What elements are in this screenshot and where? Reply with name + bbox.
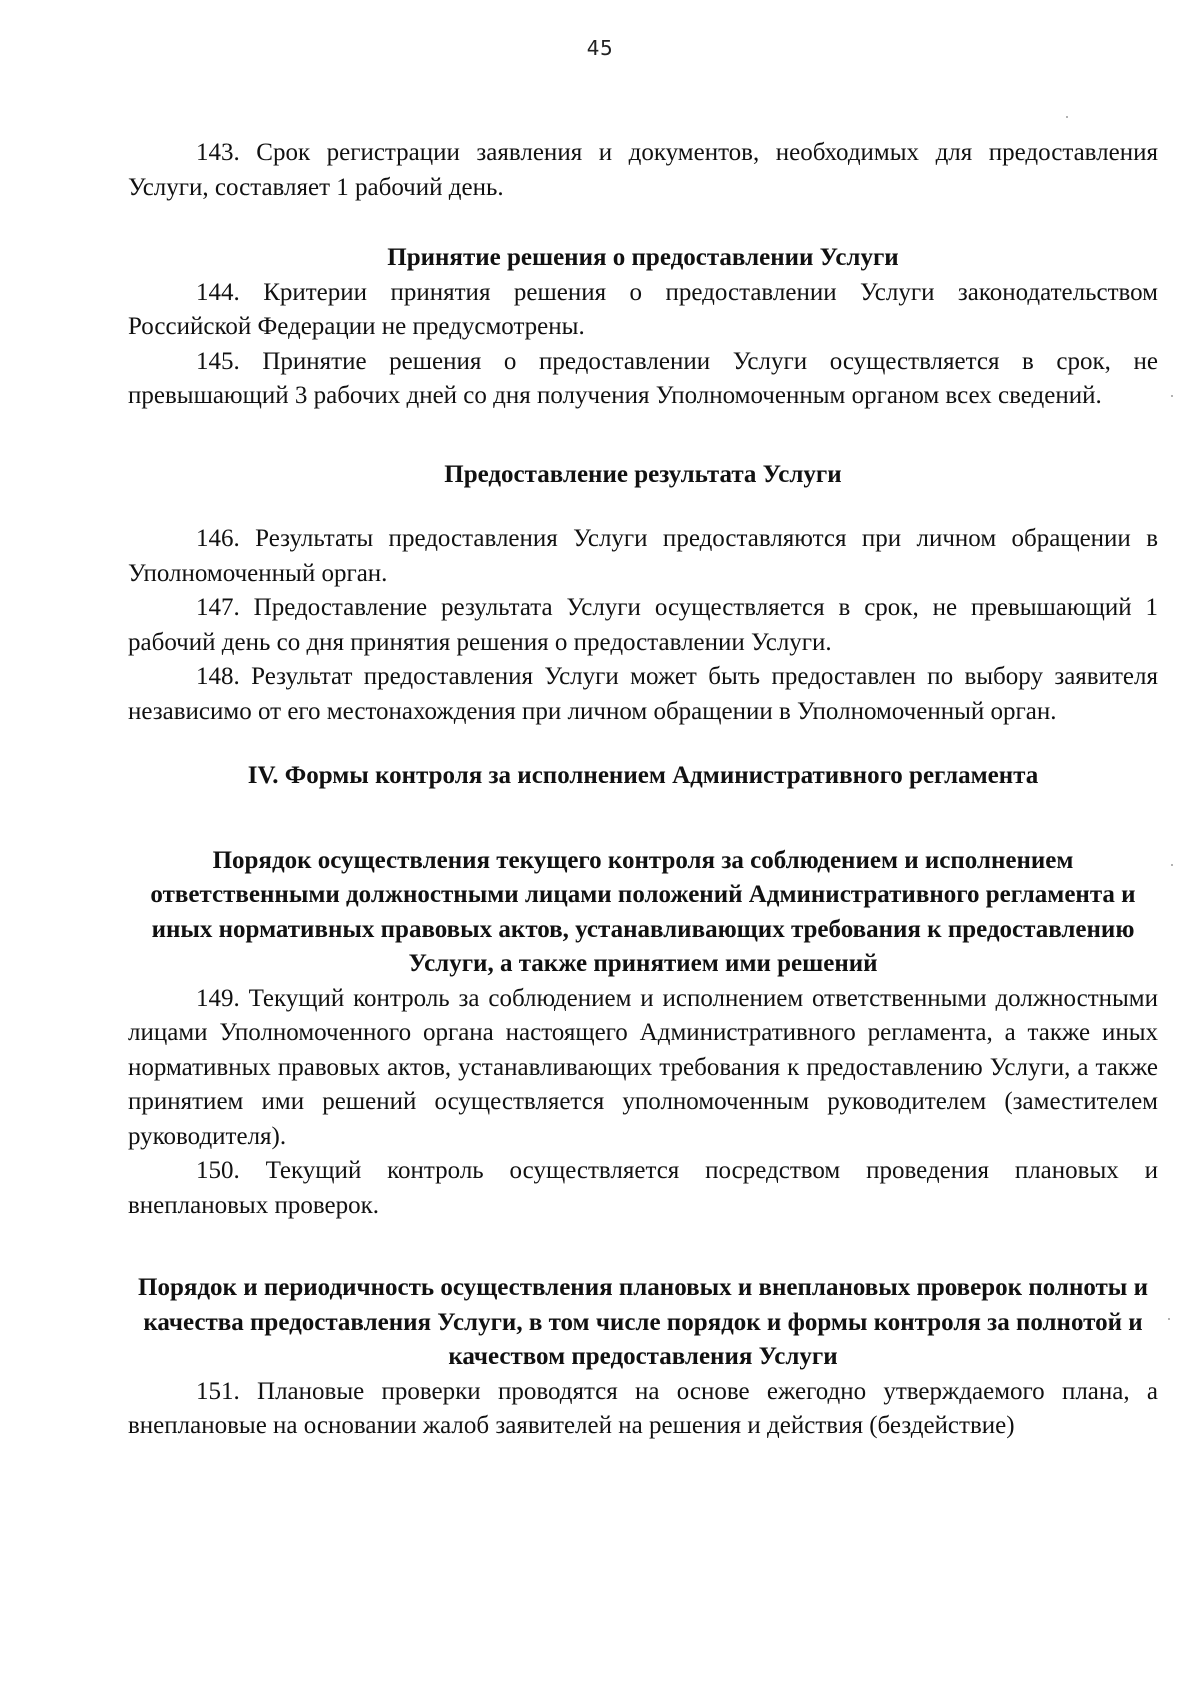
paragraph-146: 146. Результаты предоставления Услуги предоставляются при личном обращении в Уполномоченный орган. [128,525,1158,587]
paragraph-149: 149. Текущий контроль за соблюдением и исполнением ответственными должностными лицами Уполномоченного органа настоящего Административного регламента, а также иных нормативных правовых актов, устанавливающих требования к предоставлению Услуги, а также принятием ими решений осуществляется уполномоченным руководителем (заместителем руководителя). [128,984,1158,1150]
paragraph-148: 148. Результат предоставления Услуги может быть предоставлен по выбору заявителя независимо от его местонахождения при личном обращении в Уполномоченный орган. [128,663,1158,725]
page-number: 45 [586,36,614,60]
paragraph-145: 145. Принятие решения о предоставлении Услуги осуществляется в срок, не превышающий 3 рабочих дней со дня получения Уполномоченным органом всех сведений. [128,347,1158,409]
heading-result: Предоставление результата Услуги [444,460,842,488]
paragraph-147: 147. Предоставление результата Услуги осуществляется в срок, не превышающий 1 рабочий день со дня принятия решения о предоставлении Услуги. [128,594,1158,656]
heading-section-iv: IV. Формы контроля за исполнением Административного регламента [247,762,1039,789]
spacer [128,414,1158,458]
scan-speck [1171,864,1173,866]
scan-speck [1171,395,1173,397]
paragraph-143: 143. Срок регистрации заявления и документов, необходимых для предоставления Услуги, составляет 1 рабочий день. [128,139,1158,201]
heading-inspections: Порядок и периодичность осуществления плановых и внеплановых проверок полноты и качества предоставления Услуги, в том числе порядок и формы контроля за полнотой и качеством предоставления Услуги [138,1274,1148,1370]
document-body [128,136,1158,1444]
paragraph-144: 144. Критерии принятия решения о предоставлении Услуги законодательством Российской Федерации не предусмотрены. [128,278,1158,340]
spacer [128,492,1158,522]
paragraph-151: 151. Плановые проверки проводятся на основе ежегодно утверждаемого плана, а внеплановые на основании жалоб заявителей на решения и действия (бездействие) [128,1377,1158,1439]
spacer [128,729,1158,759]
scan-speck [1066,116,1068,118]
spacer [128,205,1158,241]
paragraph-150: 150. Текущий контроль осуществляется посредством проведения плановых и внеплановых проверок. [128,1157,1158,1219]
spacer [128,1223,1158,1271]
heading-decision: Принятие решения о предоставлении Услуги [387,244,899,271]
heading-current-control: Порядок осуществления текущего контроля за соблюдением и исполнением ответственными должностными лицами положений Административного регламента и иных нормативных правовых актов, устанавливающих требования к предоставлению Услуги, а также принятием ими решений [150,846,1136,977]
spacer [128,794,1158,844]
scan-speck [1168,1318,1170,1320]
